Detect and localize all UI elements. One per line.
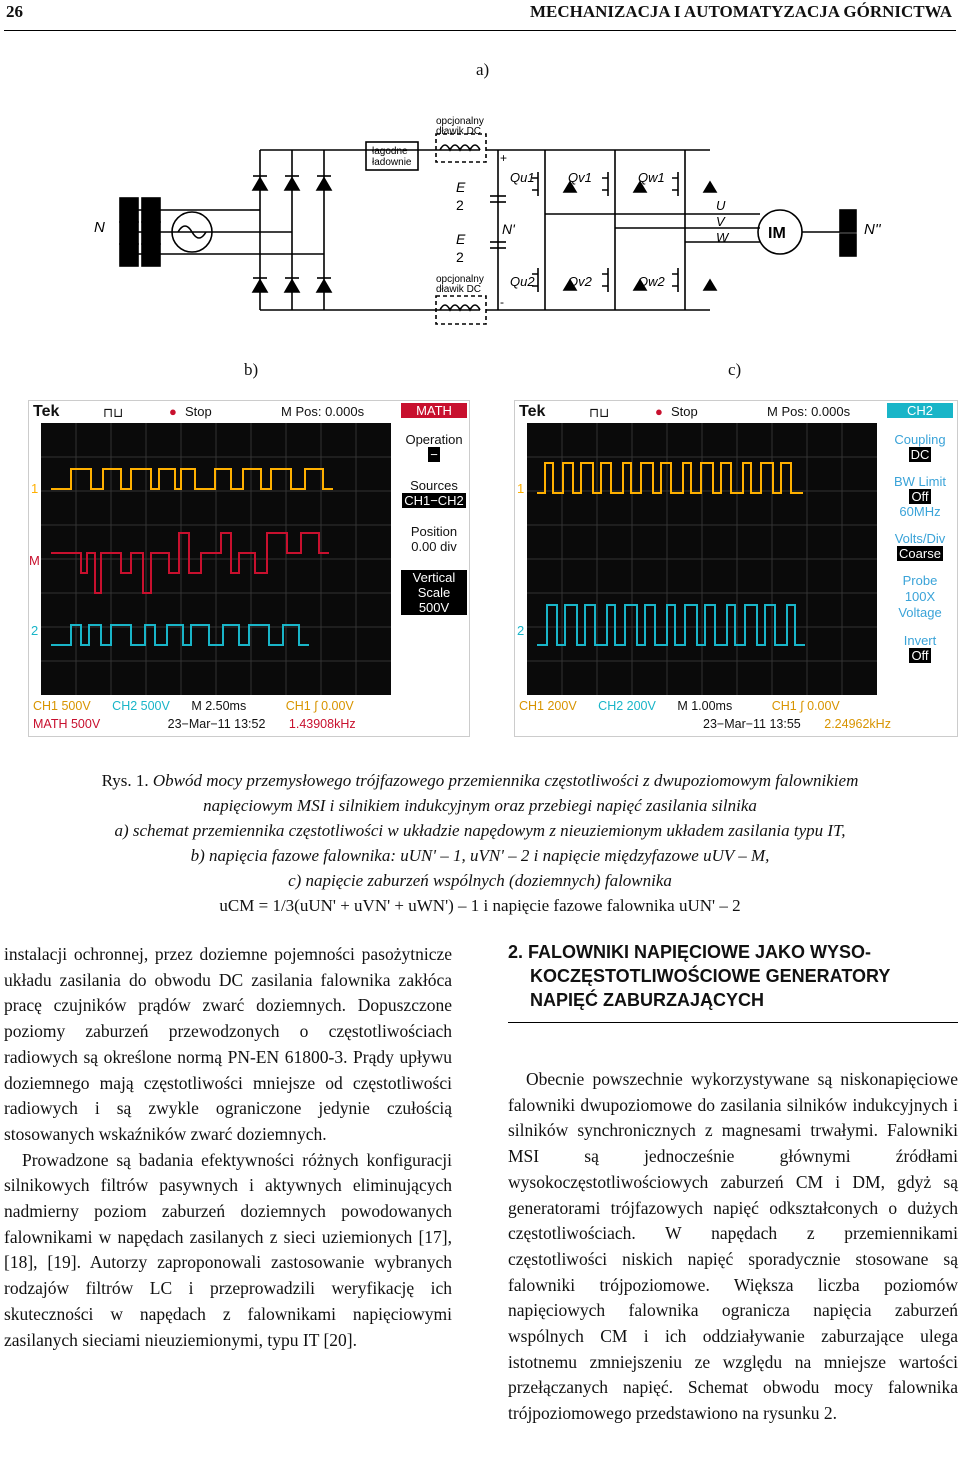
header-rule: [4, 30, 956, 31]
label-E-bottom: E: [456, 231, 466, 247]
label-E-top: E: [456, 179, 466, 195]
caption-line-1-text: Obwód mocy przemysłowego trójfazowego przemiennika częstotliwości z dwupoziomowym falownikiem: [152, 771, 859, 790]
switch-qu2: Qu2: [510, 274, 535, 289]
scope-b-operation-label: Operation: [405, 432, 463, 447]
switch-qv2: Qv2: [568, 274, 592, 289]
scope-b-ch2: CH2 500V: [112, 699, 170, 713]
switch-qw2: Qw2: [638, 274, 665, 289]
motor-label: IM: [768, 225, 786, 242]
scope-b-position-label: Position: [410, 524, 458, 539]
scope-c-bw-extra: 60MHz: [899, 504, 941, 519]
scope-b-date: 23−Mar−11 13:52: [167, 717, 266, 731]
label-W: W: [716, 230, 729, 245]
scope-c-status-2: [519, 717, 949, 731]
soft-start-label-1: łagodne: [372, 146, 408, 157]
scope-c-coupling-value[interactable]: DC: [910, 447, 930, 462]
section-heading-line-1: 2. FALOWNIKI NAPIĘCIOWE JAKO WYSO-: [508, 942, 872, 962]
scope-b-vscale-1: Vertical: [412, 570, 456, 585]
scope-b-panel-title: MATH: [401, 403, 467, 418]
figure-label-c: c): [728, 360, 742, 379]
scope-c-side-panel: [887, 403, 953, 663]
right-text: [508, 1067, 958, 1427]
scope-b-state: Stop: [185, 404, 212, 419]
scope-c-marker-2: 2: [517, 623, 525, 638]
label-N-prim: N': [502, 221, 515, 237]
choke-top-label-1: opcjonalny: [436, 116, 484, 127]
label-V: V: [716, 214, 725, 229]
section-heading-line-3: NAPIĘĆ ZABURZAJĄCYCH: [530, 990, 765, 1010]
scope-b-ch1: CH1 500V: [33, 699, 91, 713]
scope-c-invert-value[interactable]: Off: [911, 648, 929, 663]
switch-qu1: Qu1: [510, 170, 535, 185]
label-plus: +: [500, 151, 508, 165]
scope-b-marker-1: 1: [31, 481, 39, 496]
figure-label-b: b): [244, 360, 259, 379]
scope-c-panel-title: CH2: [887, 403, 953, 418]
caption-line-5: c) napięcie zaburzeń wspólnych (doziemnych) falownika: [288, 871, 672, 890]
switch-qv1: Qv1: [568, 170, 592, 185]
scope-c-probe-2: 100X: [904, 589, 936, 604]
caption-line-1: [0, 768, 960, 793]
scope-b-operation-value[interactable]: −: [430, 447, 438, 462]
section-heading-line-2: KOCZĘSTOTLIWOŚCIOWE GENERATORY: [530, 966, 891, 986]
figure-label-a: a): [476, 60, 490, 79]
scope-c-bw-value[interactable]: Off: [911, 489, 929, 504]
scope-c-trigger-icon: ⊓⊔: [589, 405, 610, 420]
left-paragraph-1: instalacji ochronnej, przez doziemne pojemności pasożytnicze układu zasilania do obwodu DC zasilania falownika zakłóca pracę czujników prądów zwarć doziemnych. Dopuszczone poziomy zaburzeń przewodzonych o częstotliwościach radiowych są określone normą PN-EN 61800-3. Prądy upływu doziemnego mają częstotliwości mniejsze od częstotliwości radiowych i są zwykle ograniczone jedynie czułością stosowanych wskaźników zwarć doziemnych.: [4, 944, 452, 1144]
label-U: U: [716, 198, 726, 213]
label-N-bis: N'': [864, 221, 881, 238]
scope-c-ch1: CH1 200V: [519, 699, 577, 713]
scope-b-mpos: M Pos: 0.000s: [281, 404, 365, 419]
left-column: [4, 942, 452, 1353]
scope-b-marker-m: M: [29, 553, 40, 568]
scope-b-marker-2: 2: [31, 623, 39, 638]
scope-b-vscale-2: Scale: [417, 585, 451, 600]
scope-b-status: [33, 699, 463, 713]
soft-start-label-2: ładownie: [372, 157, 412, 168]
scope-c-date: 23−Mar−11 13:55: [703, 717, 801, 731]
scope-b-screen: [41, 423, 391, 695]
scope-c-probe-3: Voltage: [898, 605, 942, 620]
scope-b-sources-label: Sources: [410, 478, 458, 493]
scope-c-mpos: M Pos: 0.000s: [767, 404, 851, 419]
right-column: [508, 940, 958, 1427]
scope-b-side-panel: [401, 403, 467, 615]
label-minus: -: [500, 295, 504, 309]
scope-c-status: [519, 699, 949, 713]
caption-prefix: Rys. 1.: [101, 771, 153, 790]
scope-b-trigger-icon: ⊓⊔: [103, 405, 124, 420]
scope-c-trigger: CH1 ∫ 0.00V: [771, 699, 840, 713]
scope-c-state: Stop: [671, 404, 698, 419]
right-paragraph-1: Obecnie powszechnie wykorzystywane są niskonapięciowe falowniki dwupoziomowe do zasilania silników indukcyjnych i silników synchronicznych z magnesami trwałymi. Falowniki MSI są jednocześnie głównymi źródłami wysokoczęstotliwościowych zaburzeń CM i DM, gdyż są generatorami trójfazowych napięć odkształconych o dużych częstotliwościach. W napędach z przemiennikami częstotliwości niskich napięć sporadycznie stosowane są falowniki trójpoziomowe. Większa liczba poziomów napięciowych falownika ogranicza napięcia zaburzeń wspólnych CM i ich oddziaływanie zaburzające ulega istotnemu zmniejszeniu ze względu na mniejsze wartości przełączanych napięć. Schemat obwodu mocy falownika trójpoziomowego przedstawiono na rysunku 2.: [508, 1069, 958, 1424]
label-2-top: 2: [456, 197, 464, 213]
scope-b-math: MATH 500V: [33, 717, 101, 731]
scope-c-timebase: M 1.00ms: [677, 699, 733, 713]
scope-c-vdiv-value[interactable]: Coarse: [899, 546, 941, 561]
choke-top-label-2: dławik DC: [436, 126, 482, 137]
caption-line-2: napięciowym MSI i silnikiem indukcyjnym oraz przebiegi napięć zasilania silnika: [203, 796, 757, 815]
section-heading: [508, 940, 958, 1012]
caption-line-4: b) napięcia fazowe falownika: uUN' – 1, uVN' – 2 i napięcie międzyfazowe uUV – M,: [190, 846, 770, 865]
oscilloscope-b: [28, 400, 470, 737]
scope-c-ch2: CH2 200V: [598, 699, 656, 713]
label-2-bottom: 2: [456, 249, 464, 265]
scope-c-stop-dot: ●: [655, 404, 663, 419]
scope-b-vscale-3: 500V: [418, 600, 450, 615]
scope-c-freq: 2.24962kHz: [824, 717, 891, 731]
scope-c-probe-1: Probe: [902, 573, 938, 588]
choke-bottom-label-1: opcjonalny: [436, 274, 484, 285]
scope-c-brand: Tek: [519, 403, 546, 420]
scope-b-position-value[interactable]: 0.00 div: [411, 539, 457, 554]
caption-line-3: a) schemat przemiennika częstotliwości w układzie napędowym z nieuziemionym układem zasilania typu IT,: [114, 821, 846, 840]
scope-b-freq: 1.43908kHz: [288, 717, 356, 731]
scope-b-trigger: CH1 ∫ 0.00V: [285, 699, 354, 713]
caption-line-6: uCM = 1/3(uUN' + uVN' + uWN') – 1 i napięcie fazowe falownika uUN' – 2: [219, 896, 741, 915]
scope-c-marker-1: 1: [517, 481, 525, 496]
scope-b-stop-dot: ●: [169, 404, 177, 419]
scope-c-probe[interactable]: [887, 573, 953, 621]
scope-c-screen: [527, 423, 877, 695]
heading-rule: [508, 1022, 958, 1023]
scope-b-sources-value[interactable]: CH1−CH2: [404, 493, 464, 508]
scope-c-vdiv-label: Volts/Div: [894, 531, 946, 546]
scope-c-bw-label: BW Limit: [894, 474, 946, 489]
switch-qw1: Qw1: [638, 170, 665, 185]
label-N: N: [94, 219, 105, 236]
scope-c-coupling-label: Coupling: [894, 432, 946, 447]
scope-b-brand: Tek: [33, 403, 60, 420]
scope-b-vertical-scale[interactable]: [401, 570, 467, 615]
choke-bottom-label-2: dławik DC: [436, 284, 482, 295]
figure-caption: [0, 768, 960, 918]
scope-b-status-2: [33, 717, 463, 731]
journal-title: MECHANIZACJA I AUTOMATYZACJA GÓRNICTWA: [529, 2, 952, 21]
left-paragraph-2: Prowadzone są badania efektywności różnych konfiguracji silnikowych filtrów pasywnych i aktywnych eliminujących nadmierny poziom zaburzeń doziemnych powodowanych falownikami w napędach zasilanych z sieci uziemionych [17], [18], [19]. Autorzy zaproponowali zastosowanie wybranych rodzajów filtrów LC i przeprowadzili weryfikację ich skuteczności w napędach z falownikami napięciowymi zasilanych sieciami nieuziemionymi, typu IT [20].: [4, 1149, 452, 1350]
scope-b-timebase: M 2.50ms: [191, 699, 247, 713]
scope-c-invert-label: Invert: [903, 633, 937, 648]
circuit-schematic: [80, 110, 900, 340]
oscilloscope-c: [514, 400, 958, 737]
page-number: 26: [6, 2, 23, 21]
